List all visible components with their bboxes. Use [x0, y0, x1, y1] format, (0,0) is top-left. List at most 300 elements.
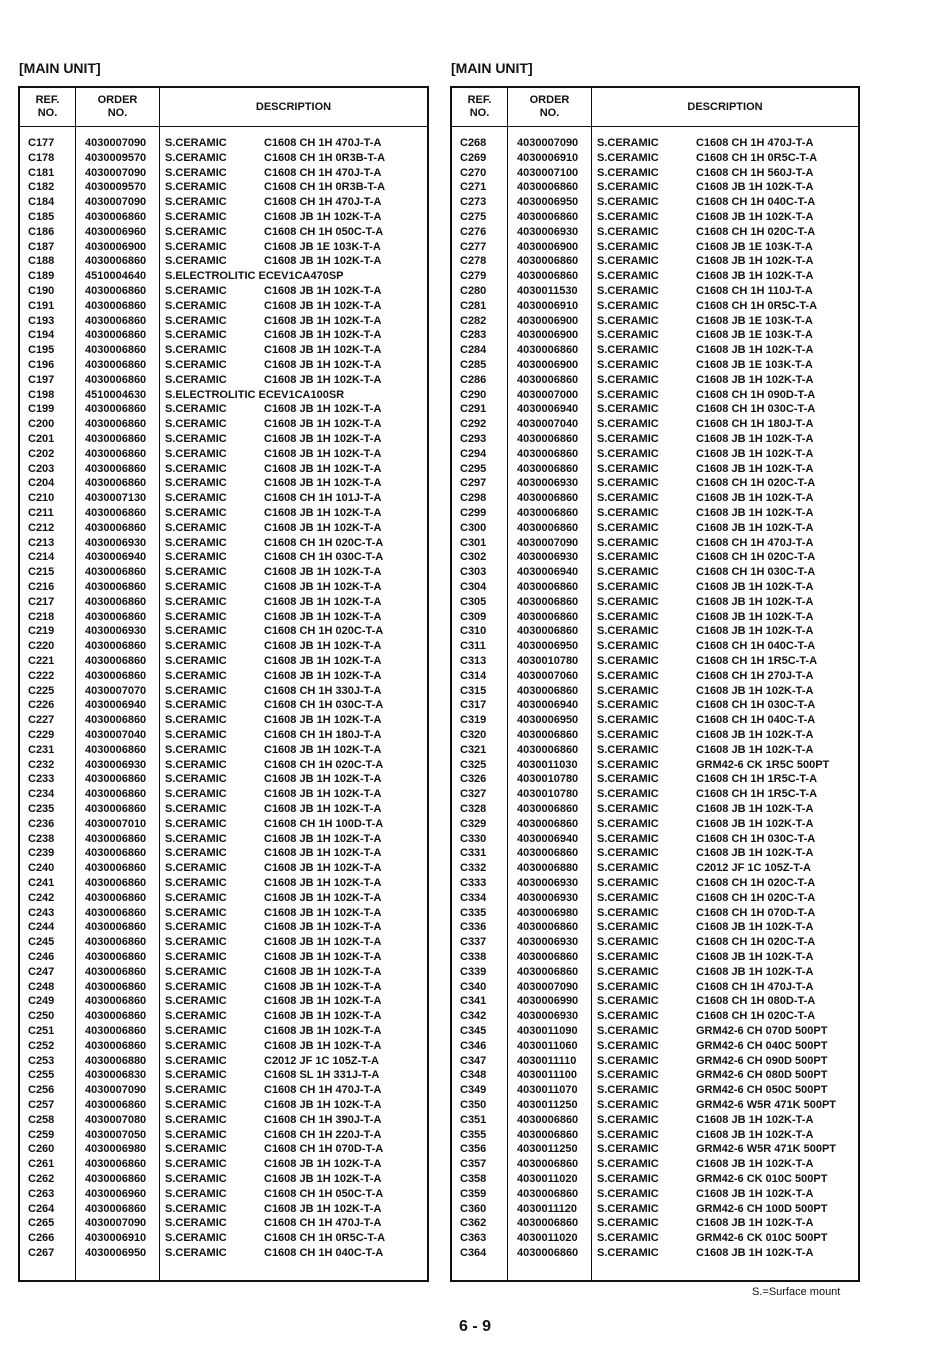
order-number-cell: 4030006860	[85, 669, 147, 682]
table-row	[452, 1083, 858, 1098]
table-row	[452, 787, 858, 802]
ref-cell: C286	[460, 373, 487, 386]
specification-cell: C1608 JB 1H 102K-T-A	[264, 1039, 382, 1052]
specification-cell: C1608 JB 1H 102K-T-A	[264, 433, 382, 445]
order-number-cell: 4030006860	[85, 477, 147, 490]
specification-cell: C1608 JB 1H 102K-T-A	[264, 1158, 382, 1171]
part-type-cell: S.CERAMIC	[165, 906, 227, 919]
order-number-cell: 4030011110	[517, 1054, 577, 1067]
part-type-cell: S.CERAMIC	[597, 1039, 659, 1052]
table-row	[452, 1024, 858, 1039]
table-row	[20, 136, 427, 151]
ref-cell: C221	[28, 655, 55, 667]
ref-cell: C340	[460, 980, 487, 993]
table-row	[20, 432, 427, 447]
specification-cell: C1608 JB 1H 102K-T-A	[696, 1158, 814, 1171]
order-number-cell: 4030006910	[85, 1232, 147, 1245]
ref-cell: C267	[28, 1247, 55, 1259]
specification-cell: C1608 JB 1H 102K-T-A	[696, 1217, 814, 1230]
ref-cell: C319	[460, 714, 487, 727]
table-row	[20, 610, 427, 625]
specification-cell: C1608 JB 1H 102K-T-A	[696, 803, 814, 815]
ref-cell: C187	[28, 240, 55, 253]
order-number-cell: 4030006860	[517, 373, 579, 386]
order-number-cell: 4030010780	[517, 788, 579, 801]
ref-cell: C248	[28, 980, 55, 993]
order-number-cell: 4030006860	[517, 684, 579, 697]
part-type-cell: S.CERAMIC	[165, 433, 227, 445]
specification-cell: C1608 JB 1H 102K-T-A	[264, 403, 382, 416]
table-row	[20, 1083, 427, 1098]
table-row	[20, 980, 427, 995]
specification-cell: C1608 CH 1H 470J-T-A	[696, 536, 814, 549]
order-number-cell: 4030009570	[85, 151, 147, 164]
part-type-cell: S.CERAMIC	[165, 1069, 227, 1082]
specification-cell: C1608 CH 1H 180J-T-A	[264, 729, 382, 741]
order-number-cell: 4030006860	[85, 1202, 147, 1215]
table-row	[20, 832, 427, 847]
specification-cell: C1608 CH 1H 0R5C-T-A	[264, 1232, 386, 1245]
ref-cell: C212	[28, 521, 55, 534]
order-number-cell: 4030006910	[517, 299, 579, 312]
specification-cell: C1608 JB 1H 102K-T-A	[264, 965, 382, 978]
part-type-cell: S.CERAMIC	[165, 181, 227, 194]
specification-cell: C1608 CH 1H 470J-T-A	[264, 166, 382, 179]
ref-cell: C349	[460, 1084, 487, 1097]
table-row	[452, 624, 858, 639]
specification-cell: C1608 CH 1H 0R5C-T-A	[696, 151, 818, 164]
specification-cell: C1608 JB 1H 102K-T-A	[264, 1202, 382, 1215]
table-row	[452, 654, 858, 669]
part-type-cell: S.CERAMIC	[597, 388, 659, 401]
table-row	[452, 358, 858, 373]
order-number-cell: 4030006930	[85, 625, 147, 638]
part-type-cell: S.CERAMIC	[597, 980, 659, 993]
order-number-cell: 4030006860	[85, 773, 147, 786]
order-number-cell: 4030006900	[517, 329, 579, 342]
table-row	[452, 743, 858, 758]
part-type-cell: S.CERAMIC	[165, 1054, 227, 1067]
order-number-cell: 4030011250	[517, 1143, 578, 1156]
ref-cell: C279	[460, 270, 487, 283]
part-type-cell: S.CERAMIC	[597, 1173, 659, 1185]
order-number-cell: 4030006860	[85, 936, 147, 949]
table-row	[452, 846, 858, 861]
specification-cell: C1608 JB 1H 102K-T-A	[264, 507, 382, 519]
ref-cell: C346	[460, 1039, 487, 1052]
part-type-cell: S.CERAMIC	[597, 669, 659, 682]
table-row	[452, 906, 858, 921]
ref-cell: C256	[28, 1084, 55, 1097]
specification-cell: C1608 CH 1H 020C-T-A	[696, 936, 816, 949]
ref-cell: C178	[28, 151, 55, 164]
part-type-cell: S.CERAMIC	[597, 492, 659, 505]
specification-cell: GRM42-6 CH 080D 500PT	[696, 1069, 828, 1082]
table-row	[20, 1157, 427, 1172]
table-row	[452, 1068, 858, 1083]
specification-cell: C1608 JB 1H 102K-T-A	[696, 743, 814, 756]
order-number-cell: 4030006860	[85, 832, 147, 845]
order-number-cell: 4030006940	[85, 699, 147, 712]
order-number-cell: 4030006950	[85, 1247, 147, 1259]
specification-cell: GRM42-6 CK 1R5C 500PT	[696, 758, 830, 771]
part-type-cell: S.CERAMIC	[165, 655, 227, 667]
ref-cell: C325	[460, 758, 487, 771]
part-type-cell: S.CERAMIC	[165, 847, 227, 860]
table-row	[20, 787, 427, 802]
table-row	[20, 1202, 427, 1217]
table-row	[20, 195, 427, 210]
order-number-cell: 4030006860	[517, 581, 579, 593]
ref-cell: C351	[460, 1113, 487, 1126]
order-number-cell: 4030006880	[85, 1054, 147, 1067]
ref-cell: C202	[28, 447, 55, 460]
order-number-cell: 4030007040	[85, 729, 147, 741]
ref-cell: C258	[28, 1113, 55, 1126]
ref-cell: C273	[460, 196, 487, 209]
part-type-cell: S.CERAMIC	[165, 595, 227, 608]
specification-cell: C1608 JB 1H 102K-T-A	[696, 181, 814, 194]
ref-cell: C196	[28, 359, 55, 371]
specification-cell: C1608 JB 1H 102K-T-A	[264, 581, 382, 593]
order-number-cell: 4030006860	[517, 1113, 579, 1126]
ref-cell: C197	[28, 373, 55, 386]
specification-cell: C1608 JB 1H 102K-T-A	[696, 847, 814, 860]
part-type-cell: S.CERAMIC	[597, 655, 659, 667]
order-number-cell: 4030007080	[85, 1113, 147, 1126]
order-number-cell: 4030006860	[85, 403, 147, 416]
footnote: S.=Surface mount	[752, 1286, 841, 1298]
part-type-cell: S.CERAMIC	[597, 551, 659, 564]
part-type-cell: S.CERAMIC	[597, 699, 659, 712]
part-type-cell: S.CERAMIC	[597, 137, 659, 149]
part-type-cell: S.CERAMIC	[597, 344, 659, 357]
table-row	[20, 1068, 427, 1083]
order-number-cell: 4030011020	[517, 1232, 578, 1245]
specification-cell: C1608 CH 1H 390J-T-A	[264, 1113, 382, 1126]
ref-cell: C339	[460, 965, 487, 978]
ref-cell: C335	[460, 906, 487, 919]
part-type-cell: S.CERAMIC	[165, 225, 227, 238]
part-type-cell: S.CERAMIC	[597, 729, 659, 741]
order-number-cell: 4030006880	[517, 862, 579, 875]
part-type-cell: S.CERAMIC	[165, 1113, 227, 1126]
part-type-cell: S.CERAMIC	[597, 832, 659, 845]
specification-cell: C1608 CH 1H 270J-T-A	[696, 669, 814, 682]
order-number-cell: 4030006860	[517, 1128, 579, 1141]
ref-cell: C231	[28, 743, 55, 756]
order-number-cell: 4030006860	[85, 255, 147, 268]
specification-cell: C1608 CH 1H 1R5C-T-A	[696, 655, 818, 667]
table-row	[20, 373, 427, 388]
specification-cell: C1608 JB 1H 102K-T-A	[264, 521, 382, 534]
part-type-cell: S.CERAMIC	[165, 137, 227, 149]
part-type-cell: S.CERAMIC	[597, 255, 659, 268]
ref-cell: C199	[28, 403, 55, 416]
part-type-cell: S.CERAMIC	[165, 684, 227, 697]
order-number-cell: 4030006860	[85, 1010, 147, 1023]
part-type-cell: S.CERAMIC	[165, 329, 227, 342]
specification-cell: C1608 JB 1H 102K-T-A	[264, 714, 382, 727]
ref-cell: C302	[460, 551, 487, 564]
part-type-cell: S.CERAMIC	[597, 581, 659, 593]
order-number-cell: 4030006860	[85, 891, 147, 904]
part-type-cell: S.CERAMIC	[165, 1158, 227, 1171]
specification-cell: C1608 JB 1H 102K-T-A	[696, 211, 814, 223]
specification-cell: C1608 JB 1H 102K-T-A	[264, 566, 382, 579]
part-type-cell: S.CERAMIC	[597, 891, 659, 904]
ref-cell: C239	[28, 847, 55, 860]
specification-cell: C1608 CH 1H 050C-T-A	[264, 225, 384, 238]
specification-cell: GRM42-6 W5R 471K 500PT	[696, 1143, 836, 1156]
order-number-cell: 4030006960	[85, 225, 147, 238]
ref-cell: C244	[28, 921, 55, 934]
table-row	[20, 521, 427, 536]
part-type-cell: S.CERAMIC	[597, 1202, 659, 1215]
specification-cell: C1608 JB 1H 102K-T-A	[696, 447, 814, 460]
specification-cell: C1608 JB 1H 102K-T-A	[264, 921, 382, 934]
part-type-cell: S.CERAMIC	[165, 773, 227, 786]
specification-cell: GRM42-6 CH 100D 500PT	[696, 1202, 828, 1215]
part-type-cell: S.CERAMIC	[165, 196, 227, 209]
part-type-cell: S.CERAMIC	[165, 551, 227, 564]
specification-cell: C1608 JB 1H 102K-T-A	[264, 980, 382, 993]
order-number-cell: 4030006930	[517, 936, 579, 949]
ref-cell: C359	[460, 1187, 487, 1200]
part-type-cell: S.CERAMIC	[597, 610, 659, 623]
table-row	[20, 284, 427, 299]
ref-cell: C304	[460, 581, 487, 593]
part-type-cell: S.CERAMIC	[597, 758, 659, 771]
specification-cell: C1608 JB 1H 102K-T-A	[264, 329, 382, 342]
ref-cell: C226	[28, 699, 55, 712]
ref-cell: C195	[28, 344, 55, 357]
ref-cell: C204	[28, 477, 55, 490]
order-number-cell: 4030006950	[517, 196, 579, 209]
order-number-cell: 4030006930	[517, 477, 579, 490]
ref-cell: C356	[460, 1143, 487, 1156]
order-number-cell: 4030006860	[85, 1173, 147, 1185]
table-row	[20, 269, 427, 284]
order-number-cell: 4030011250	[517, 1099, 578, 1111]
part-type-cell: S.CERAMIC	[165, 240, 227, 253]
order-number-cell: 4030006830	[85, 1069, 147, 1082]
part-type-cell: S.CERAMIC	[597, 1054, 659, 1067]
part-type-cell: S.CERAMIC	[165, 1173, 227, 1185]
order-number-cell: 4030006900	[517, 240, 579, 253]
order-number-cell: 4030006860	[85, 610, 147, 623]
order-number-cell: 4030011530	[517, 285, 578, 297]
ref-cell: C315	[460, 684, 487, 697]
ref-cell: C201	[28, 433, 55, 445]
table-row	[452, 1128, 858, 1143]
ref-cell: C188	[28, 255, 55, 268]
table-row	[452, 521, 858, 536]
ref-cell: C358	[460, 1173, 487, 1185]
table-row	[20, 861, 427, 876]
order-number-cell: 4030007090	[85, 137, 147, 149]
ref-cell: C257	[28, 1099, 55, 1111]
part-type-cell: S.CERAMIC	[165, 803, 227, 815]
specification-cell: C1608 JB 1H 102K-T-A	[264, 773, 382, 786]
order-number-cell: 4030006860	[517, 965, 579, 978]
table-row	[452, 447, 858, 462]
order-number-cell: 4030006860	[85, 847, 147, 860]
ref-cell: C341	[460, 995, 487, 1008]
ref-cell: C350	[460, 1099, 487, 1111]
order-number-cell: 4030006860	[85, 285, 147, 297]
part-type-cell: S.CERAMIC	[165, 669, 227, 682]
table-row	[452, 417, 858, 432]
order-number-cell: 4030006860	[517, 507, 579, 519]
specification-cell: C1608 JB 1H 102K-T-A	[264, 211, 382, 223]
ref-cell: C281	[460, 299, 487, 312]
part-type-cell: S.CERAMIC	[165, 447, 227, 460]
table-row	[20, 802, 427, 817]
order-header	[508, 88, 591, 126]
ref-cell: C313	[460, 655, 487, 667]
ref-cell: C220	[28, 640, 55, 653]
specification-cell: C1608 JB 1H 102K-T-A	[696, 1187, 814, 1200]
part-type-cell: S.CERAMIC	[165, 285, 227, 297]
part-type-cell: S.CERAMIC	[597, 1128, 659, 1141]
part-type-cell: S.CERAMIC	[597, 359, 659, 371]
table-row	[452, 343, 858, 358]
part-type-cell: S.CERAMIC	[165, 521, 227, 534]
order-number-cell: 4030006860	[517, 521, 579, 534]
ref-cell: C317	[460, 699, 487, 712]
table-row	[452, 920, 858, 935]
table-row	[20, 506, 427, 521]
table-row	[452, 1113, 858, 1128]
order-number-cell: 4030006860	[517, 951, 579, 963]
specification-cell: C1608 JB 1E 103K-T-A	[696, 314, 813, 327]
ref-cell: C194	[28, 329, 55, 342]
part-type-cell: S.CERAMIC	[165, 1084, 227, 1097]
order-number-cell: 4030006930	[85, 758, 147, 771]
ref-cell: C261	[28, 1158, 55, 1171]
order-number-cell: 4030006930	[517, 225, 579, 238]
ref-cell: C245	[28, 936, 55, 949]
order-number-cell: 4030006860	[85, 314, 147, 327]
part-type-cell: S.CERAMIC	[165, 166, 227, 179]
order-number-cell: 4030006860	[85, 803, 147, 815]
ref-cell: C338	[460, 951, 487, 963]
table-row	[20, 1187, 427, 1202]
ref-cell: C263	[28, 1187, 55, 1200]
specification-cell: C1608 CH 1H 020C-T-A	[696, 551, 816, 564]
order-number-cell: 4030006860	[85, 1039, 147, 1052]
part-type-cell: S.CERAMIC	[597, 743, 659, 756]
table-row	[20, 713, 427, 728]
specification-cell: GRM42-6 CK 010C 500PT	[696, 1232, 828, 1245]
order-number-cell: 4030006860	[85, 862, 147, 875]
order-number-cell: 4030006860	[85, 373, 147, 386]
part-type-cell: S.CERAMIC	[165, 729, 227, 741]
part-type-cell: S.CERAMIC	[597, 788, 659, 801]
specification-cell: C1608 JB 1H 102K-T-A	[264, 1010, 382, 1023]
order-number-cell: 4030011090	[517, 1025, 578, 1037]
table-row	[452, 536, 858, 551]
ref-cell: C300	[460, 521, 487, 534]
table-row	[20, 1246, 427, 1261]
order-number-cell: 4030006860	[85, 980, 147, 993]
ref-cell: C303	[460, 566, 487, 579]
specification-cell: C1608 JB 1H 102K-T-A	[264, 788, 382, 801]
table-row	[452, 195, 858, 210]
specification-cell: C1608 JB 1H 102K-T-A	[264, 906, 382, 919]
part-type-cell: S.CERAMIC	[165, 581, 227, 593]
ref-cell: C278	[460, 255, 487, 268]
table-row	[20, 166, 427, 181]
table-row	[20, 950, 427, 965]
order-number-cell: 4030006860	[517, 595, 579, 608]
table-row	[20, 1039, 427, 1054]
specification-cell: C1608 CH 1H 470J-T-A	[696, 137, 814, 149]
specification-cell: C1608 JB 1H 102K-T-A	[264, 595, 382, 608]
ref-cell: C326	[460, 773, 487, 786]
order-number-cell: 4030006860	[85, 433, 147, 445]
order-number-cell: 4030011030	[517, 758, 578, 771]
table-row	[20, 624, 427, 639]
order-number-cell: 4030006860	[85, 995, 147, 1008]
table-row	[20, 891, 427, 906]
order-number-cell: 4030007010	[85, 817, 147, 830]
specification-cell: GRM42-6 CH 050C 500PT	[696, 1084, 828, 1097]
table-row	[452, 328, 858, 343]
part-type-cell: S.CERAMIC	[597, 995, 659, 1008]
part-type-cell: S.CERAMIC	[165, 995, 227, 1008]
description-header: DESCRIPTION	[255, 100, 332, 113]
ref-cell: C262	[28, 1173, 55, 1185]
ref-cell: C299	[460, 507, 487, 519]
part-type-cell: S.CERAMIC	[597, 684, 659, 697]
part-type-cell: S.CERAMIC	[597, 211, 659, 223]
order-number-cell: 4030006860	[85, 566, 147, 579]
table-row	[452, 1157, 858, 1172]
part-type-cell: S.CERAMIC	[597, 240, 659, 253]
part-type-cell: S.CERAMIC	[165, 403, 227, 416]
order-number-cell: 4030006980	[517, 906, 579, 919]
ref-cell: C345	[460, 1025, 487, 1037]
specification-cell: C1608 CH 1H 020C-T-A	[696, 225, 816, 238]
specification-cell: C1608 CH 1H 020C-T-A	[264, 758, 384, 771]
specification-cell: C1608 JB 1H 102K-T-A	[264, 610, 382, 623]
specification-cell: C1608 CH 1H 470J-T-A	[264, 196, 382, 209]
specification-cell: C1608 JB 1H 102K-T-A	[264, 1173, 382, 1185]
ref-cell: C311	[460, 640, 486, 653]
order-number-cell: 4030006860	[85, 418, 147, 431]
table-row	[20, 728, 427, 743]
ref-cell: C193	[28, 314, 55, 327]
ref-cell: C327	[460, 788, 487, 801]
table-row	[452, 373, 858, 388]
specification-cell: C1608 CH 1H 020C-T-A	[264, 625, 384, 638]
ref-cell: C298	[460, 492, 487, 505]
specification-cell: C1608 JB 1H 102K-T-A	[264, 1099, 382, 1111]
order-number-cell: 4030006860	[85, 714, 147, 727]
specification-cell: C1608 CH 1H 0R3B-T-A	[264, 181, 386, 194]
part-type-cell: S.CERAMIC	[165, 1025, 227, 1037]
table-row	[20, 772, 427, 787]
specification-cell: C1608 CH 1H 1R5C-T-A	[696, 773, 818, 786]
part-type-cell: S.CERAMIC	[597, 151, 659, 164]
ref-cell: C357	[460, 1158, 487, 1171]
order-number-cell: 4030011100	[517, 1069, 577, 1082]
ref-cell: C182	[28, 181, 55, 194]
specification-cell: C1608 CH 1H 090D-T-A	[696, 388, 816, 401]
order-number-cell: 4030006860	[517, 211, 579, 223]
